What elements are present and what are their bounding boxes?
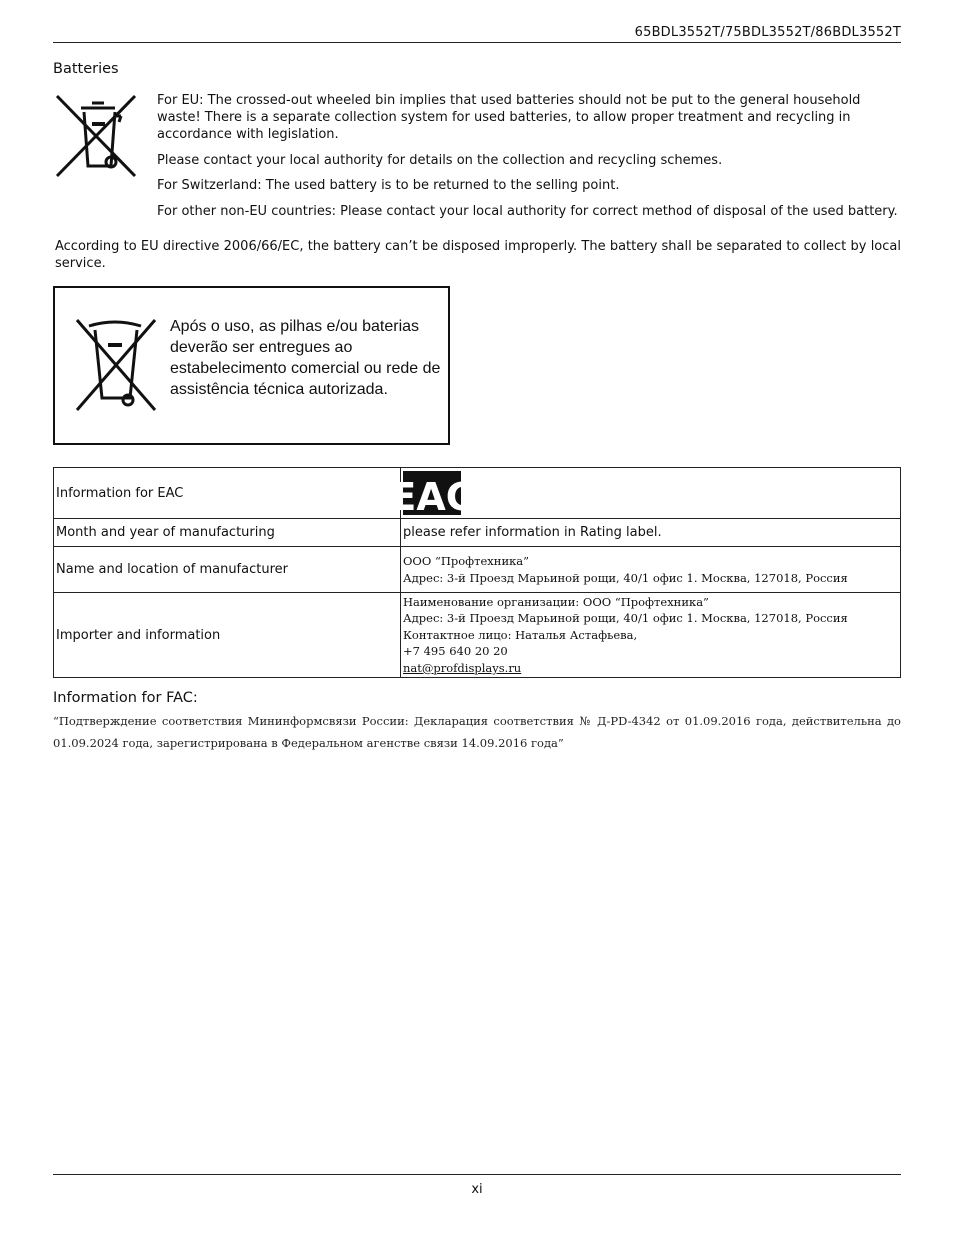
eac-logo-cell	[390, 468, 901, 519]
battery-contact-paragraph: Please contact your local authority for details on the collection and recycling schemes.	[157, 153, 723, 168]
crossed-out-bin-icon	[75, 316, 157, 412]
importer-address: Адрес: 3-й Проезд Марьиной рощи, 40/1 офис 1. Москва, 127018, Россия	[403, 611, 848, 626]
importer-organization: Наименование организации: ООО “Профтехника”	[403, 594, 709, 609]
manufacturer-name: ООО “Профтехника”	[403, 554, 530, 568]
importer-email-link[interactable]: nat@profdisplays.ru	[403, 660, 522, 675]
battery-switzerland-paragraph: For Switzerland: The used battery is to be returned to the selling point.	[157, 178, 620, 193]
table-row	[54, 593, 901, 678]
table-row	[54, 519, 901, 547]
batteries-heading: Batteries	[53, 61, 119, 77]
footer-divider	[53, 1174, 901, 1175]
eac-information-table	[53, 467, 901, 678]
importer-label: Importer and information	[54, 593, 401, 678]
eac-label: Information for EAC	[54, 468, 401, 519]
battery-eu-paragraph: For EU: The crossed-out wheeled bin implies that used batteries should not be put to the general household waste! There is a separate collection system for used batteries, to allow proper treatment and recycling in accordance with legislation.	[157, 93, 861, 142]
fac-declaration: “Подтверждение соответствия Мининформсвязи России: Декларация соответствия № Д-PD-4342 от 01.09.2016 года, действительна до 01.09.2024 года, зарегистрирована в Федеральном агенстве связи 14.09.2016 года”	[53, 714, 901, 750]
portuguese-battery-notice: Após o uso, as pilhas e/ou baterias deverão ser entregues ao estabelecimento comercial ou rede de assistência técnica autorizada.	[170, 318, 441, 398]
importer-phone: +7 495 640 20 20	[403, 644, 508, 659]
eac-logo-icon	[390, 471, 474, 519]
header-divider	[53, 42, 901, 43]
eu-directive-paragraph: According to EU directive 2006/66/EC, the battery can’t be disposed improperly. The battery shall be separated to collect by local service.	[55, 239, 901, 271]
eac-logo-text: EAC	[390, 475, 474, 519]
manufacturer-value	[401, 547, 901, 593]
table-row	[54, 468, 901, 519]
fac-heading: Information for FAC:	[53, 690, 198, 706]
manufacturer-address: Адрес: 3-й Проезд Марьиной рощи, 40/1 офис 1. Москва, 127018, Россия	[403, 570, 848, 585]
table-row	[54, 547, 901, 593]
page-number: xi	[471, 1182, 483, 1197]
header-model-number: 65BDL3552T/75BDL3552T/86BDL3552T	[634, 25, 901, 40]
crossed-out-bin-icon	[55, 94, 139, 178]
manufacturing-date-label: Month and year of manufacturing	[54, 519, 401, 547]
battery-non-eu-paragraph: For other non-EU countries: Please contact your local authority for correct method of disposal of the used battery.	[157, 204, 898, 219]
manufacturer-label: Name and location of manufacturer	[54, 547, 401, 593]
manufacturing-date-value: please refer information in Rating label.	[401, 519, 901, 547]
importer-contact-person: Контактное лицо: Наталья Астафьева,	[403, 627, 638, 642]
importer-value	[401, 593, 901, 678]
